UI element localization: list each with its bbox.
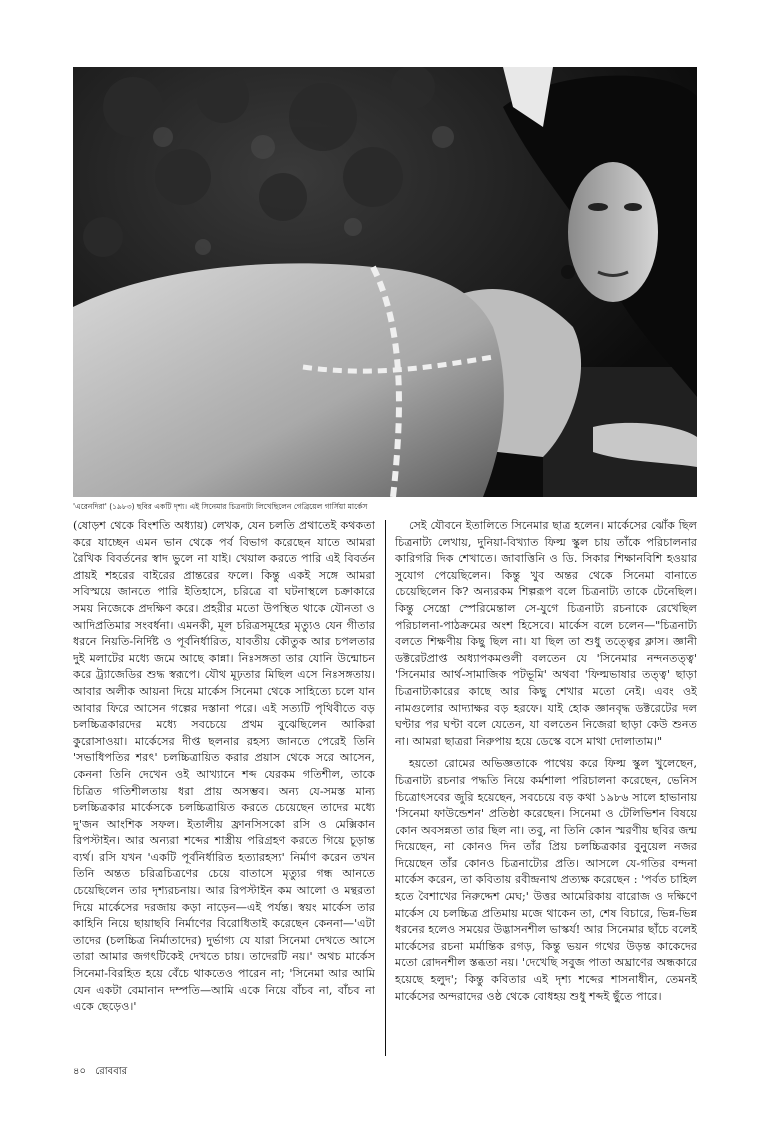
page-number: ৪০ bbox=[73, 1066, 86, 1077]
column-divider bbox=[385, 520, 386, 1056]
magazine-name: রোববার bbox=[95, 1066, 128, 1077]
photo-caption: 'এরেনদিরা' (১৯৮৩) ছবির একটি দৃশ্য। এই সিনেমার চিত্রনাট্য লিখেছিলেন গেব্রিয়েল গার্সিয়া মার্কেস bbox=[73, 502, 368, 511]
body-paragraph: হয়তো রোমের অভিজ্ঞতাকে পাথেয় করে ফিল্ম স্কুল খুলেছেন, চিত্রনাট্য রচনার পদ্ধতি নিয়ে কর্মশালা পরিচালনা করেছেন, ভেনিস চিত্রোৎসবের জুরি হয়েছেন, সবচেয়ে বড় কথা ১৯৮৬ সালে হাভানায় 'সিনেমা ফাউন্ডেশন' প্রতিষ্ঠা করেছেন। সিনেমা ও টেলিভিশন বিষয়ে কোন অবসন্নতা তার ছিল না। তবু, না তিনি কোন স্মরণীয় ছবির জন্ম দিয়েছেন, না কোনও দিন তাঁর প্রিয় চলচ্চিত্রকার বুনুয়েল নজর দিয়েছেন তাঁর কোনও চিত্রনাট্যের প্রতি। আসলে যে-গতির বন্দনা মার্কেস করেন, তা কবিতায় রবীন্দ্রনাথ প্রত্যক্ষ করেছেন : 'পর্বত চাহিল হতে বৈশাখের নিরুদ্দেশ মেঘ;' উত্তর আমেরিকায় বারোজ ও দক্ষিণে মার্কেস যে চলচ্চিত্র প্রতিমায় মজে থাকেন তা, শেষ বিচারে, ভিন্ন-ভিন্ন ধরনের হলেও সময়ের উদ্ভাসনশীল ভাস্কর্য! আর সিনেমার ছাঁচে বলেই মার্কেসের রচনা মর্মান্তিক রগড়, কিন্তু ভয়ন গথের উড়ন্ত কাকেদের মতো রোদনশীল স্তব্ধতা নয়। 'দেখেছি সবুজ পাতা অঘ্রাণের অন্ধকারে হয়েছে হলুদ'; কিন্তু কবিতার এই দৃশ্য শব্দের শাসনাধীন, তেমনই মার্কেসের অন্দরাদের ওষ্ঠ থেকে বোধহয় শুধু শব্দই ছুঁতে পারে। bbox=[395, 757, 697, 1003]
body-paragraph: (ষোড়শ থেকে বিংশতি অধ্যায়) লেখক, যেন চলতি প্রথাতেই কথকতা করে যাচ্ছেন এমন ভান থেকে পর্ব বিভাগ করেছেন যাতে আমরা রৈখিক বিবর্তনের স্বাদ ভুলে না যাই। খেয়াল করতে পারি এই বিবর্তন প্রায়ই শহরের বাইরের প্রান্তরের ফলে। কিন্তু একই সঙ্গে আমরা সবিস্ময়ে জানতে পারি ইতিহাসে, চরিত্রে বা ঘটনাস্থলে চক্রাকারে সময় নিজেকে প্রদক্ষিণ করে। প্রহরীর মতো উপস্থিত থাকে যৌনতা ও আদিপ্রতিমার সংবর্ধনা। এমনকী, মূল চরিত্রসমূহের মৃত্যুও যেন গীতার ধরনে নিয়তি-নির্দিষ্ট ও পূর্বনির্ধারিত, যাবতীয় কৌতুক আর চপলতার দুই মলাটের মধ্যে জমে আছে কান্না। নিঃসঙ্গতা তার যোনি উন্মোচন করে ট্র্যাজেডির শুদ্ধ স্বরূপে। যৌথ মূঢ়তার মিছিল এসে নিঃসঙ্গতায়। আবার অলীক আয়না দিয়ে মার্কেস সিনেমা থেকে সাহিত্যে চলে যান আবার ফিরে আসেন গল্পের দস্তানা পরে। এই সত্যটি পৃথিবীতে বড় চলচ্চিত্রকারদের মধ্যে সবচেয়ে প্রথম বুঝেছিলেন আকিরা কুরোসাওয়া। মার্কেসের দীপ্ত ছলনার রহস্য জানতে পেরেই তিনি 'সভাধিপতির শরৎ' চলচ্চিত্রায়িত করার প্রয়াস থেকে সরে আসেন, কেননা তিনি দেখেন ওই আখ্যানে শব্দ যেরকম গতিশীল, তাকে চিত্রিত গতিশীলতায় ধরা প্রায় অসম্ভব। অন্য যে-সমস্ত মান্য চলচ্চিত্রকার মার্কেসকে চলচ্চিত্রায়িত করতে চেয়েছেন তাদের মধ্যে দু'জন আংশিক সফল। ইতালীয় ফ্রানসিসকো রসি ও মেক্সিকান রিপস্টাইন। আর অন্যরা শব্দের শাস্ত্রীয় পরিগ্রহণ করতে গিয়ে চূড়ান্ত ব্যর্থ। রসি যখন 'একটি পূর্বনির্ধারিত হত্যারহস্য' নির্মাণ করেন তখন তিনি অন্তত চরিত্রচিত্রণের চেয়ে বাতাসে মৃত্যুর গন্ধ আনতে চেয়েছিলেন তার দৃশ্যরচনায়। আর রিপস্টাইন কম আলো ও মন্থরতা দিয়ে মার্কেসের দরজায় কড়া নাড়েন—এই পর্যন্ত। স্বয়ং মার্কেস তার কাহিনি নিয়ে ছায়াছবি নির্মাণের বিরোধিতাই করেছেন কেননা—'এটা তাদের (চলচ্চিত্র নির্মাতাদের) দুর্ভাগ্য যে যারা সিনেমা দেখতে আসে তারা আমার জগৎটিকেই দেখতে চায়। তাদেরটি নয়।' অথচ মার্কেস সিনেমা-বিরহিত হয়ে বেঁচে থাকতেও পারেন না; 'সিনেমা আর আমি যেন একটা বেমানান দম্পতি—আমি একে নিয়ে বাঁচব না, বাঁচব না একে ছেড়েও।' bbox=[73, 519, 375, 1014]
body-paragraph: সেই যৌবনে ইতালিতে সিনেমার ছাত্র হলেন। মার্কেসের ঝোঁক ছিল চিত্রনাট্য লেখায়, দুনিয়া-বিখ্যাত ফিল্ম স্কুল চায় তাঁকে পরিচালনার কারিগরি দিক শেখাতে। জাবাত্তিনি ও ডি. সিকার শিক্ষানবিশি হওয়ার সুযোগ পেয়েছিলেন। কিন্তু খুব অন্তর থেকে সিনেমা বানাতে চেয়েছিলেন কি? অন্যরকম শিল্পরূপ বলে চিত্রনাট্য তাকে টেনেছিল। কিন্তু সেন্ত্রো স্পেরিমেন্তাল সে-যুগে চিত্রনাট্য রচনাকে রেখেছিল পরিচালনা-পাঠক্রমের অংশ হিসেবে। মার্কেস বলে চলেন—"চিত্রনাট্য বলতে শিক্ষণীয় কিছু ছিল না। যা ছিল তা শুধু তত্ত্বের ক্লাস। জ্ঞানী ডক্টরেটপ্রাপ্ত অধ্যাপকমণ্ডলী বলতেন যে 'সিনেমার নন্দনতত্ত্ব' 'সিনেমার আর্থ-সামাজিক পটভূমি' অথবা 'ফিল্মভাষার তত্ত্ব' ছাড়া চিত্রনাট্যকারের কাছে আর কিছু শেখার মতো নেই। এবং ওই নামগুলোর আদ্যাক্ষর বড় হরফে। যাই হোক জ্ঞানবৃদ্ধ ডক্টরেটের দল ঘণ্টার পর ঘণ্টা বলে যেতেন, যা বলতেন নিজেরা ছাড়া কেউ শুনত না। আমরা ছাত্ররা নিরুপায় হয়ে ডেস্কে বসে মাথা দোলাতাম।" bbox=[395, 519, 697, 748]
left-column bbox=[73, 518, 375, 1058]
right-column bbox=[395, 518, 697, 1058]
page-footer bbox=[73, 1064, 127, 1081]
photo-woman-in-nightgown-icon bbox=[73, 67, 697, 497]
film-still-photo bbox=[73, 67, 697, 497]
